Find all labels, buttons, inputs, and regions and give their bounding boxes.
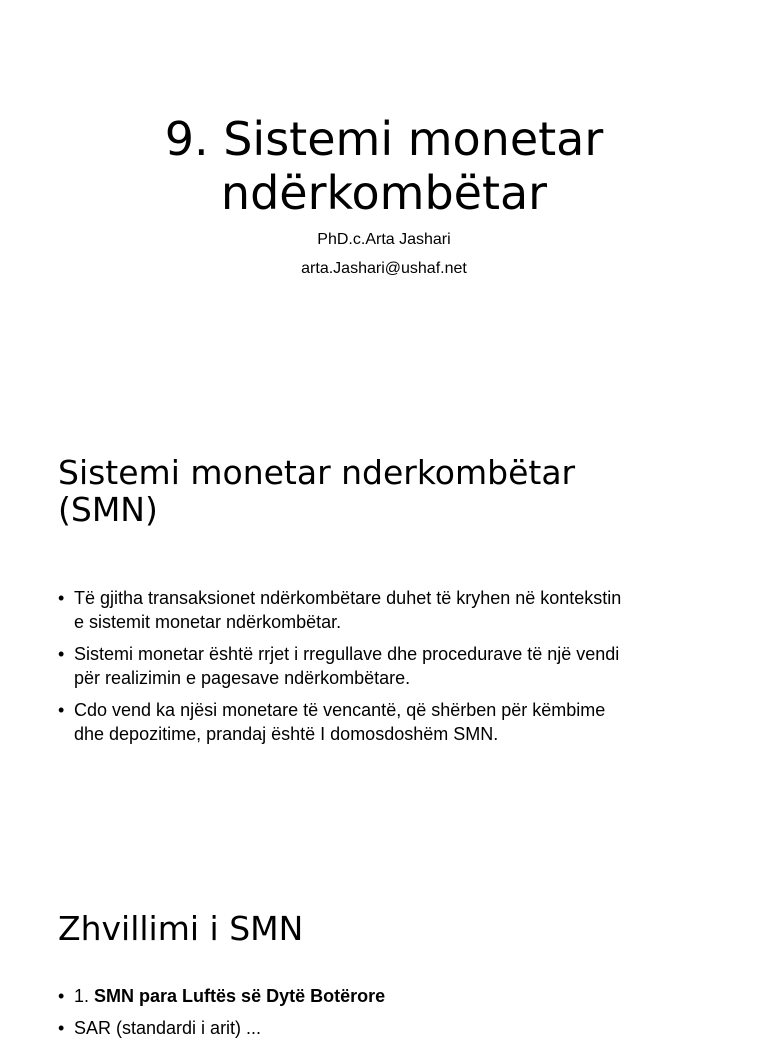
author-email: arta.Jashari@ushaf.net [301,260,467,277]
slide-heading: Zhvillimi i SMN [58,909,304,948]
slide-title [0,112,768,220]
bullet-text-line-2: dhe depozitime, prandaj është I domosdoshëm SMN. [74,724,499,744]
content-slide-smn [0,432,768,822]
bullet-list [58,984,730,1048]
bullet-item [58,698,730,746]
bullet-bold-text: SMN para Luftës së Dytë Botërore [94,986,386,1006]
bullet-list [58,586,730,754]
author-name: PhD.c.Arta Jashari [317,231,451,248]
bullet-text-line-2: për realizimin e pagesave ndërkombëtare. [74,668,411,688]
bullet-dot: • [58,1018,65,1038]
bullet-item [58,1016,730,1040]
bullet-text-line-1: Të gjitha transaksionet ndërkombëtare duhet të kryhen në kontekstin [74,588,622,608]
bullet-text-line-1: Sistemi monetar është rrjet i rregullave dhe procedurave të një vendi [74,644,620,664]
bullet-number: 1. [74,986,90,1006]
bullet-text-line-1: Cdo vend ka njësi monetare të vencantë, që shërben për këmbime [74,700,606,720]
bullet-item [58,586,730,634]
bullet-dot: • [58,588,65,608]
bullet-text-line-2: e sistemit monetar ndërkombëtar. [74,612,342,632]
slide-title-line-1: 9. Sistemi monetar [164,112,604,166]
bullet-dot: • [58,644,65,664]
slide-title-line-2: ndërkombëtar [220,166,548,220]
bullet-item [58,642,730,690]
bullet-dot: • [58,986,65,1006]
bullet-dot: • [58,700,65,720]
title-slide [0,0,768,400]
content-slide-development [0,888,768,1038]
slide-heading [58,454,738,528]
slide-heading-line-1: Sistemi monetar nderkombëtar [58,453,576,492]
slide-heading-line-2: (SMN) [58,490,158,529]
bullet-item [58,984,730,1008]
bullet-text: SAR (standardi i arit) ... [74,1018,262,1038]
